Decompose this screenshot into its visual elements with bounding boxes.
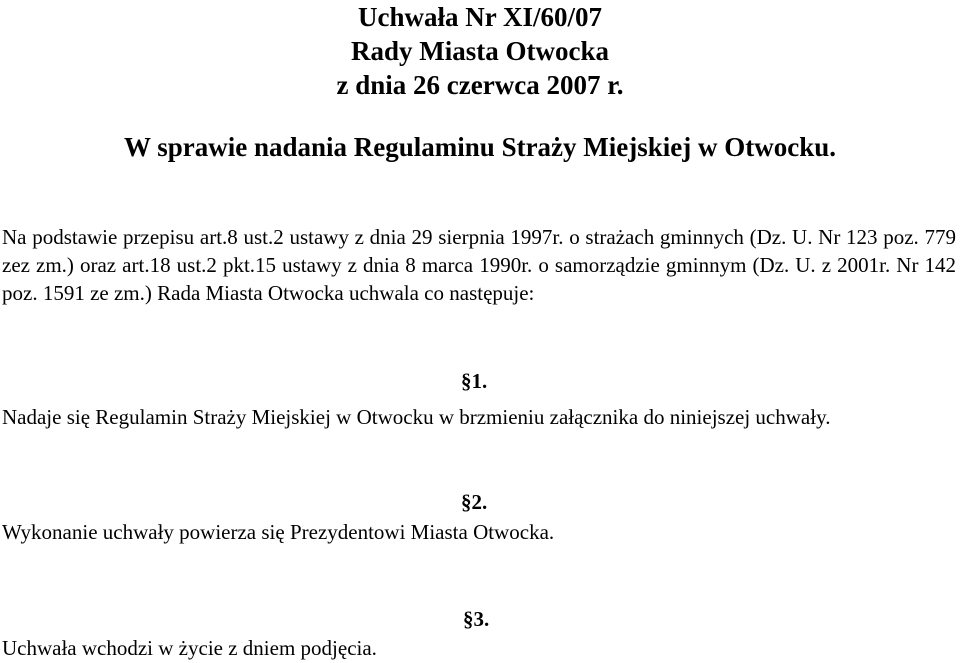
section-2-text: Wykonanie uchwały powierza się Prezydentowi Miasta Otwocka.: [2, 520, 555, 544]
section-3-number: §3.: [463, 607, 490, 631]
section-1-text: Nadaje się Regulamin Straży Miejskiej w Otwocku w brzmieniu załącznika do niniejszej uchwały.: [2, 405, 831, 429]
resolution-subject: W sprawie nadania Regulaminu Straży Miejskiej w Otwocku.: [123, 132, 837, 162]
resolution-date: z dnia 26 czerwca 2007 r.: [336, 70, 624, 100]
section-3-text: Uchwała wchodzi w życie z dniem podjęcia.: [2, 636, 377, 660]
council-name: Rady Miasta Otwocka: [351, 36, 609, 66]
resolution-number: Uchwała Nr XI/60/07: [357, 2, 602, 32]
section-2-number: §2.: [461, 490, 488, 514]
legal-basis-paragraph: Na podstawie przepisu art.8 ust.2 ustawy z dnia 29 sierpnia 1997r. o strażach gminnych (Dz. U. Nr 123 poz. 779 zez zm.) oraz art.18 ust.2 pkt.15 ustawy z dnia 8 marca 1990r. o samorządzie gminnym (Dz. U. z 2001r. Nr 142 poz. 1591 ze zm.) Rada Miasta Otwocka uchwala co następuje:: [2, 225, 956, 305]
section-1-number: §1.: [461, 369, 488, 393]
document-header: [0, 0, 960, 102]
